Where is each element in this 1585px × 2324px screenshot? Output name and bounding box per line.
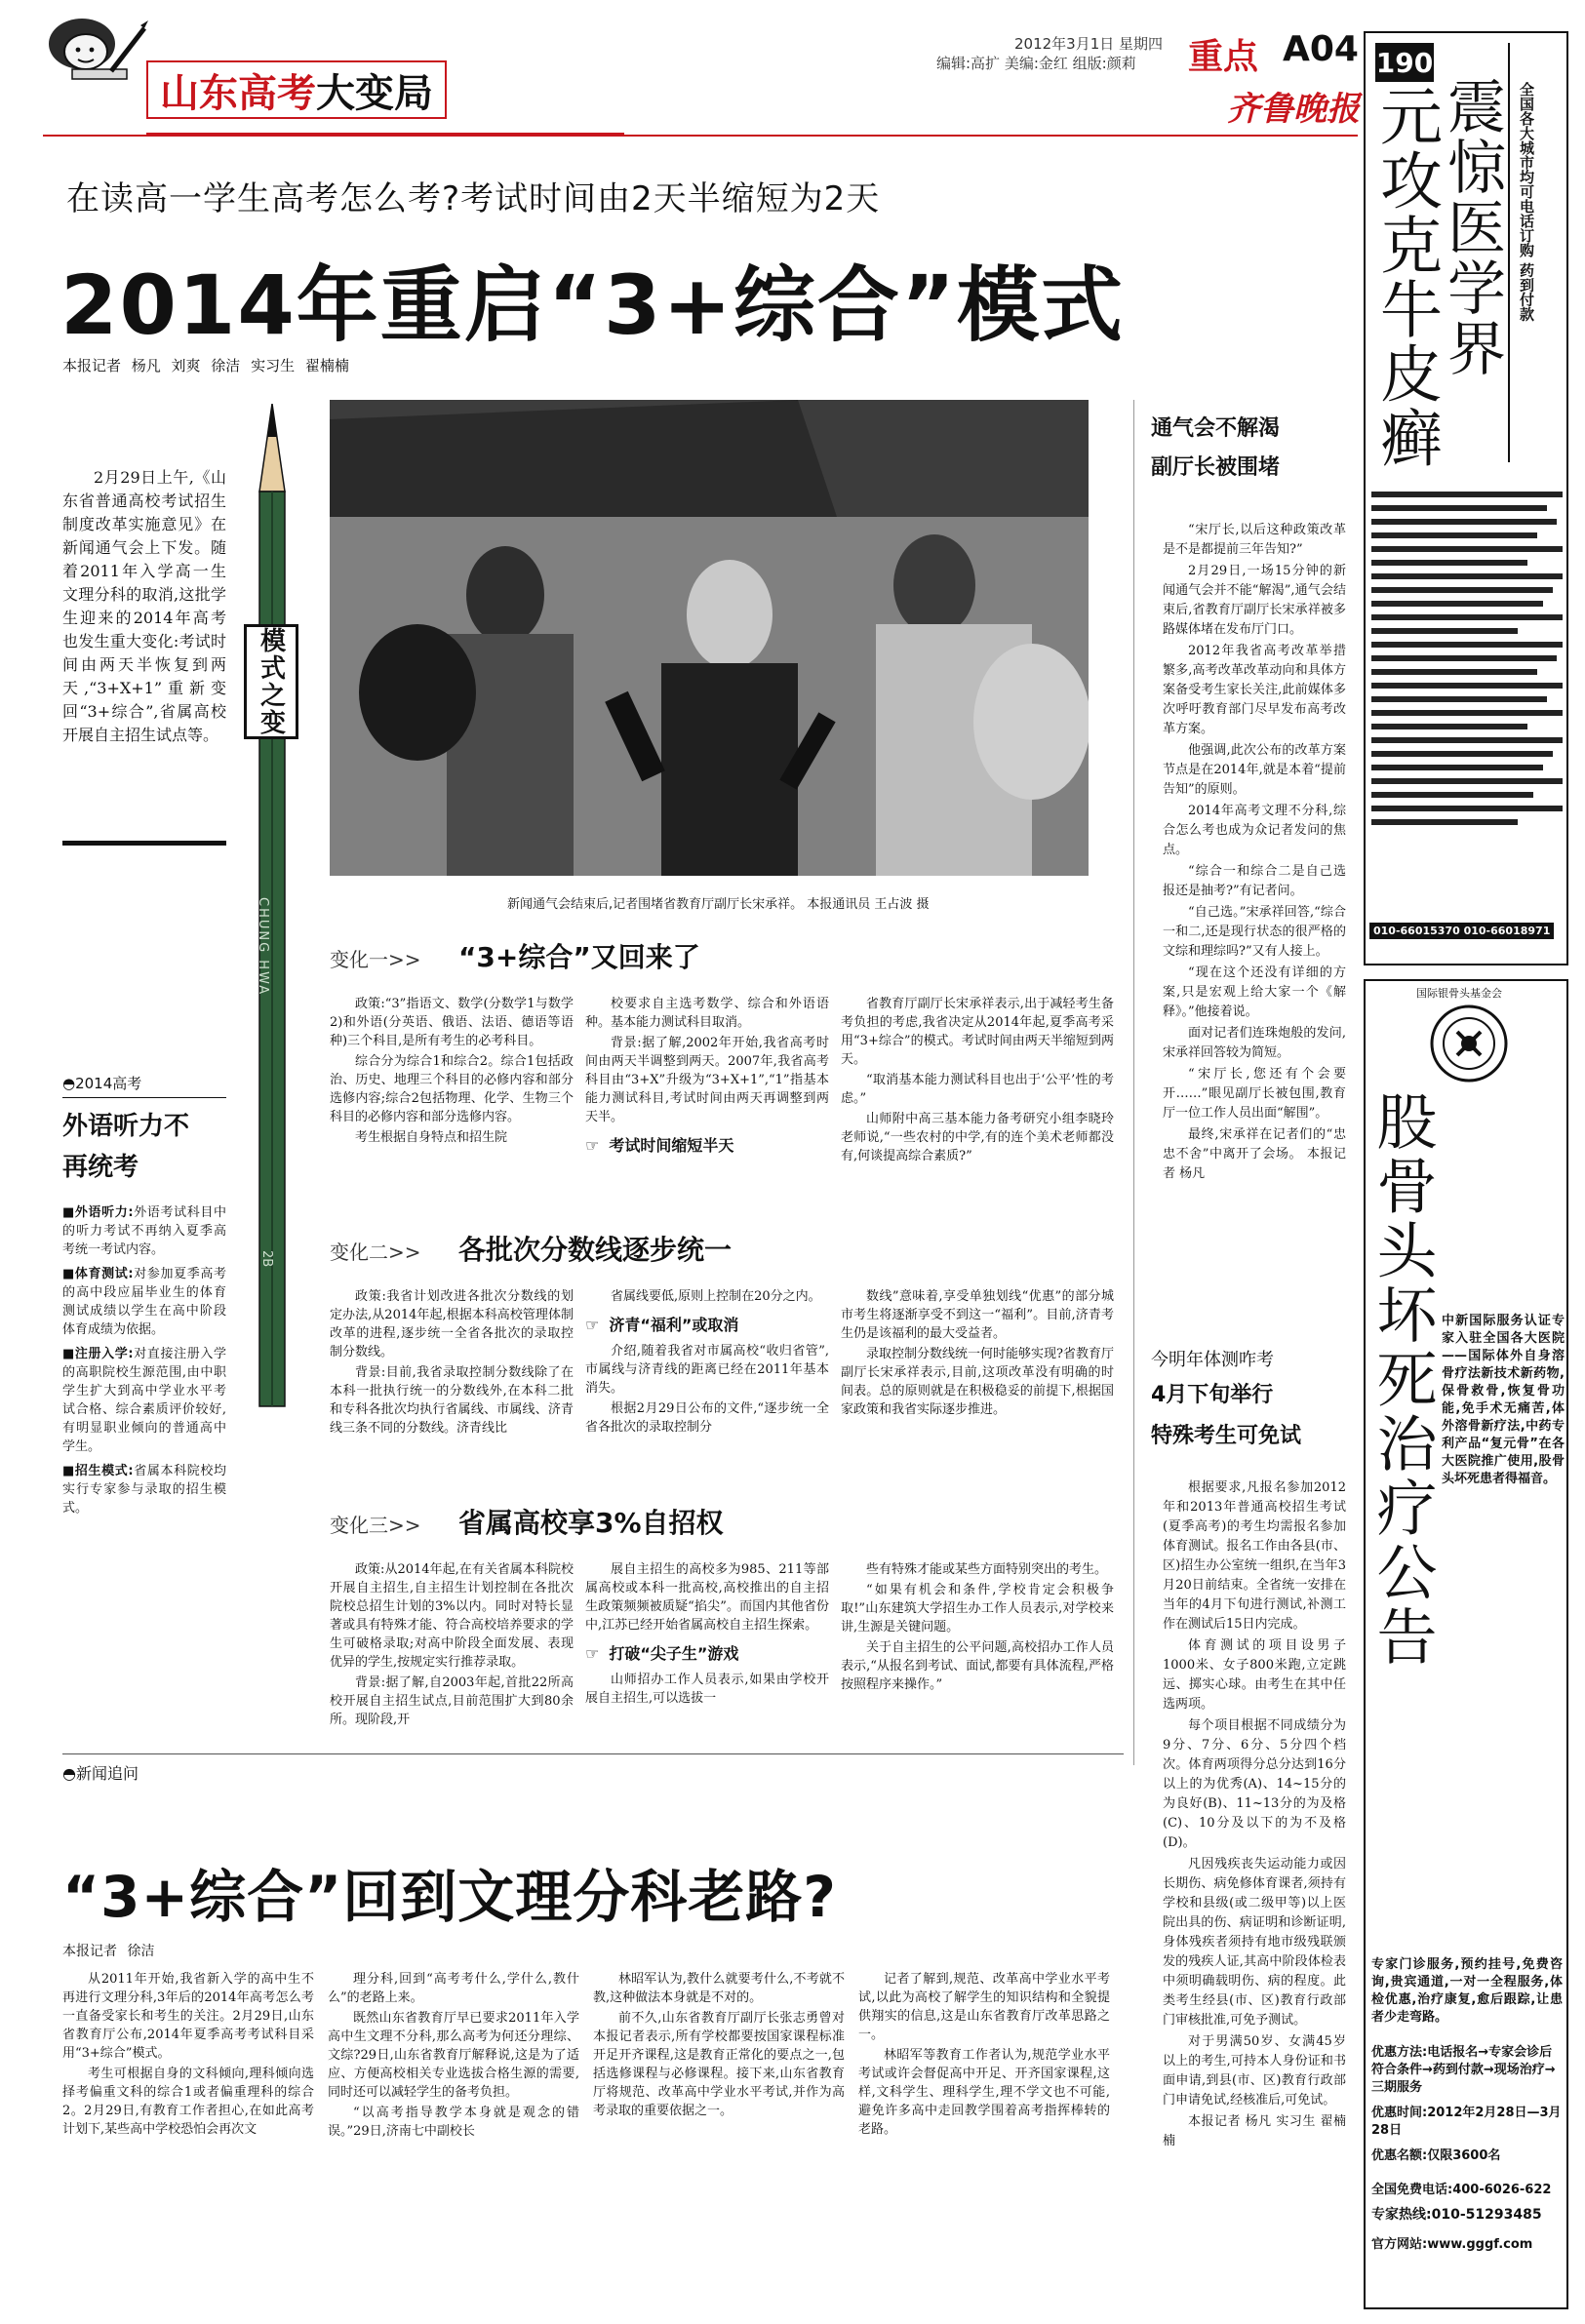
- change-subhead: [585, 1136, 829, 1155]
- ad2-quota: 优惠名额:仅限3600名: [1371, 2148, 1501, 2163]
- paragraph: “宋厅长,您还有个会要开……”眼见副厅长被包围,教育厅一位工作人员出面“解围”。: [1163, 1067, 1346, 1121]
- ad2-method: 优惠方法:电话报名→专家会诊后符合条件→药到付款→现场治疗→三期服务: [1371, 2045, 1556, 2095]
- ad2-logo-icon: [1428, 1003, 1510, 1084]
- paragraph: 背景:据了解,2002年开始,我省高考时间由两天半调整到两天。2007年,我省高考科目由“3+X”升级为“3+X+1”,“1”指基本能力测试科目,考试时间由两天再调整到两天半。: [585, 1036, 829, 1124]
- paragraph: “以高考指导教学本身就是观念的错误。”29日,济南七中副校长: [328, 2106, 579, 2139]
- photo-caption: 新闻通气会结束后,记者围堵省教育厅副厅长宋承祥。 本报通讯员 王占波 摄: [507, 897, 930, 912]
- change-title: “3+综合”又回来了: [458, 941, 700, 973]
- paragraph: 考生可根据自身的文科倾向,理科倾向选择考偏重文科的综合1或者偏重理科的综合2。2月29日,有教育工作者担心,在如此高考计划下,某些高中学校恐怕会再次文: [62, 2067, 314, 2137]
- side-left-item-text: 省属本科院校均实行专家参与录取的招生模式。: [62, 1464, 226, 1516]
- change-tag: 变化二>>: [330, 1241, 421, 1264]
- pointing-hand-icon: ☞: [585, 1136, 600, 1155]
- ad1-title: 元攻克牛皮癣: [1369, 84, 1442, 470]
- paragraph: 关于自主招生的公平问题,高校招办工作人员表示,“从报名到考试、面试,都要有具体流程,严格按照程序来操作。”: [841, 1640, 1114, 1692]
- header-page-key: 重点: [1188, 37, 1259, 77]
- paragraph: 面对记者们连珠炮般的发问,宋承祥回答较为简短。: [1163, 1026, 1346, 1060]
- news-photo: [330, 400, 1089, 876]
- side-right-2-kicker: 今明年体测咋考: [1151, 1350, 1274, 1370]
- paragraph: “取消基本能力测试科目也出于‘公平’性的考虑。”: [841, 1073, 1114, 1106]
- side-right-1-title-1: 通气会不解渴: [1151, 416, 1281, 441]
- paragraph: 录取控制分数线统一何时能够实现?省教育厅副厅长宋承祥表示,目前,这项改革没有明确的时间表。总的原则就是在积极稳妥的前提下,根据国家政策和我省实际逐步推进。: [841, 1347, 1114, 1417]
- paragraph: 前不久,山东省教育厅副厅长张志勇曾对本报记者表示,所有学校都要按国家课程标准开足开齐课程,这是教育正常化的要点之一,包括选修课程与必修课程。接下来,山东省教育厅将规范、改革高中学业水平考试,并作为高考录取的重要依据之一。: [593, 2011, 845, 2118]
- paragraph: 校要求自主选考数学、综合和外语语种。基本能力测试科目取消。: [585, 997, 829, 1030]
- paragraph: 根据2月29日公布的文件,“逐步统一全省各批次的录取控制分: [585, 1401, 829, 1435]
- header-title-bar: [146, 55, 624, 135]
- follow-tag-text: 新闻追问: [75, 1764, 139, 1783]
- change-subhead-text: 济青“福利”或取消: [609, 1316, 739, 1334]
- side-left: [62, 1073, 226, 1516]
- change-tag: 变化三>>: [330, 1514, 421, 1537]
- ad-femoral-head: [1364, 979, 1568, 2309]
- change-title: 省属高校享3%自招权: [458, 1507, 724, 1539]
- change-col-1: [330, 995, 574, 1229]
- paragraph: 2012年我省高考改革举措繁多,高考改革改革动向和具体方案备受考生家长关注,此前媒体多次呼吁教育部门尽早发布高考改革方案。: [1163, 644, 1346, 736]
- paragraph: 他强调,此次公布的改革方案节点是在2014年,就是本着“提前告知”的原则。: [1163, 743, 1346, 797]
- paragraph: 考生根据自身特点和招生院: [355, 1130, 508, 1145]
- side-right-2-body: [1151, 1478, 1346, 2151]
- lead-intro-rule: [62, 841, 226, 846]
- paragraph: 省教育厅副厅长宋承祥表示,出于减轻考生备考负担的考虑,我省决定从2014年起,夏季高考采用“3+综合”的模式。考试时间由两天半缩短到两天。: [841, 997, 1114, 1067]
- lead-byline: 本报记者 杨凡 刘爽 徐洁 实习生 翟楠楠: [62, 357, 349, 374]
- header-date: 2012年3月1日 星期四: [1014, 35, 1164, 53]
- header-paper-name: 齐鲁晚报: [1227, 90, 1360, 129]
- paragraph: 展自主招生的高校多为985、211等部属高校或本科一批高校,高校推出的自主招生政策频频被质疑“掐尖”。而国内其他省份中,江苏已经开始省属高校自主招生探索。: [585, 1562, 829, 1633]
- ad1-phone: 010-66015370 010-66018971: [1369, 923, 1554, 939]
- ad1-side-note: 全国各大城市均可电话订购 药到付款: [1518, 82, 1535, 322]
- circle-bullet-icon: ◓: [62, 1764, 76, 1783]
- paragraph: 每个项目根据不同成绩分为9分、7分、6分、5分四个档次。体育两项得分总分达到16分以上的为优秀(A)、14~15分的为良好(B)、11~13分的为及格(C)、10分及以下的为不及格(D)。: [1163, 1718, 1346, 1850]
- paragraph: “现在这个还没有详细的方案,只是宏观上给大家一个《解释》。”他接着说。: [1163, 965, 1346, 1019]
- pencil-label-box: [244, 624, 298, 739]
- change-title: 各批次分数线逐步统一: [458, 1234, 733, 1266]
- side-left-tag-text: 2014高考: [75, 1075, 142, 1092]
- paragraph: 数线”意味着,享受单独划线“优惠”的部分城市考生将逐渐享受不到这一“福利”。目前,济青考生仍是该福利的最大受益者。: [841, 1289, 1114, 1341]
- change-col-3: [841, 1287, 1114, 1492]
- paragraph: “综合一和综合二是自己选报还是抽考?”有记者问。: [1163, 864, 1346, 898]
- paragraph: “如果有机会和条件,学校肯定会积极争取!”山东建筑大学招生办工作人员表示,对学校来讲,生源是关键问题。: [841, 1583, 1114, 1635]
- paragraph: “宋厅长,以后这种政策改革是不是都提前三年告知?”: [1163, 523, 1346, 557]
- paragraph: 最终,宋承祥在记者们的“忠忠不舍”中离开了会场。 本报记者 杨凡: [1163, 1127, 1346, 1181]
- side-right-1: [1151, 410, 1346, 1307]
- side-left-title: 外语听力不再统考: [62, 1112, 190, 1182]
- header-page-number: A04: [1283, 29, 1359, 69]
- paragraph: 记者了解到,规范、改革高中学业水平考试,以此为高校了解学生的知识结构和全貌提供翔实的信息,这是山东省教育厅改革思路之一。: [858, 1972, 1110, 2042]
- change-subhead: [585, 1644, 829, 1663]
- side-left-item-label: ■招生模式:: [62, 1464, 134, 1478]
- side-right-2-title-1: 4月下旬举行: [1151, 1383, 1274, 1407]
- paragraph: 2014年高考文理不分科,综合怎么考也成为众记者发问的焦点。: [1163, 804, 1346, 857]
- change-tag: 变化一>>: [330, 948, 421, 971]
- header-rule: [43, 135, 1358, 137]
- change-col-2: [585, 1287, 829, 1492]
- header-editors: 编辑:高扩 美编:金红 组版:颜莉: [936, 55, 1136, 72]
- ad1-vertical-rule: [1508, 43, 1510, 462]
- paragraph: 综合分为综合1和综合2。综合1包括政治、历史、地理三个科目的必修内容和部分选修内容;综合2包括物理、化学、生物三个科目的必修内容和部分选修内容。: [330, 1054, 574, 1124]
- side-right-2: [1151, 1346, 1346, 2224]
- paragraph: 2月29日,一场15分钟的新闻通气会并不能“解渴”,通气会结束后,省教育厅副厅长宋承祥被多路媒体堵在发布厅门口。: [1163, 564, 1346, 637]
- paragraph: 林昭军等教育工作者认为,规范学业水平考试或许会督促高中开足、开齐国家课程,这样,文科学生、理科学生,理不学文也不可能,避免许多高中走回教学围着高考指挥棒转的老路。: [858, 2048, 1110, 2137]
- ad2-website: 官方网站:www.gggf.com: [1371, 2237, 1533, 2252]
- lead-kicker: 在读高一学生高考怎么考?考试时间由2天半缩短为2天: [66, 179, 881, 218]
- vertical-label: 模式之变: [256, 627, 286, 736]
- change-col-3: [841, 995, 1114, 1229]
- paragraph: 根据要求,凡报名参加2012年和2013年普通高校招生考试(夏季高考)的考生均需报名参加体育测试。报名工作由各县(市、区)招生办公室统一组织,在当年3月20日前结束。全省统一安排在当年的4月下旬进行测试,补测工作在测试后15日内完成。: [1163, 1480, 1346, 1632]
- ad-psoriasis: [1364, 31, 1568, 965]
- paragraph: 山师附中高三基本能力备考研究小组李晓玲老师说,“一些农村的中学,有的连个美术老师都没有,何谈提高综合素质?”: [841, 1112, 1114, 1163]
- follow-col-3: [593, 1970, 845, 2292]
- right-col-divider: [1133, 400, 1134, 1765]
- change-subhead-text: 考试时间缩短半天: [609, 1136, 734, 1155]
- side-left-item: [62, 1203, 226, 1259]
- paragraph: 对于男满50岁、女满45岁以上的考生,可持本人身份证和书面申请,到县(市、区)教育行政部门申请免试,经核准后,可免试。: [1163, 2034, 1346, 2107]
- side-left-tag: [62, 1073, 226, 1098]
- paragraph: 既然山东省教育厅早已要求2011年入学高中生文理不分科,那么高考为何还分理综、文综?29日,山东省教育厅解释说,这是为了适应、方便高校相关专业选拔合格生源的需要,同时还可以减轻学生的备考负担。: [328, 2011, 579, 2100]
- side-left-item-text: 对参加夏季高考的高中段应届毕业生的体育测试成绩以学生在高中阶段体育成绩为依据。: [62, 1267, 226, 1337]
- change-col-2: [585, 995, 829, 1229]
- pencil-text: CHUNG HWA: [256, 897, 270, 997]
- header-title-box: [146, 60, 447, 119]
- ad1-price: 190: [1375, 46, 1434, 79]
- ad2-org: 国际银骨头基金会: [1416, 987, 1502, 1000]
- paragraph: 背景:据了解,自2003年起,首批22所高校开展自主招生试点,目前范围扩大到80余所。现阶段,开: [330, 1675, 574, 1727]
- circle-bullet-icon: ◓: [62, 1075, 76, 1092]
- ad2-deadline: 优惠时间:2012年2月28日—3月28日: [1371, 2106, 1562, 2138]
- ad2-title: 股骨头坏死治疗公告: [1367, 1090, 1438, 1670]
- paragraph: 理分科,回到“高考考什么,学什么,教什么”的老路上来。: [328, 1972, 579, 2005]
- header-section-label: 山东高考: [160, 70, 316, 116]
- header-section-label-2: 大变局: [316, 70, 433, 116]
- paragraph: 山师招办工作人员表示,如果由学校开展自主招生,可以选拔一: [585, 1673, 829, 1706]
- pointing-hand-icon: ☞: [585, 1316, 600, 1334]
- follow-col-1: [62, 1970, 314, 2292]
- paragraph: 林昭军认为,教什么就要考什么,不考就不教,这种做法本身就是不对的。: [593, 1972, 845, 2005]
- paragraph: 省属线要低,原则上控制在20分之内。: [611, 1289, 821, 1304]
- side-left-item-label: ■外语听力:: [62, 1205, 134, 1220]
- paragraph: 政策:从2014年起,在有关省属本科院校开展自主招生,自主招生计划控制在各批次院校总招生计划的3%以内。同时对特长显著或具有特殊才能、符合高校培养要求的学生可破格录取;对高中阶段全面发展、表现优异的学生,按规定实行推荐录取。: [330, 1562, 574, 1670]
- side-left-item-label: ■注册入学:: [62, 1347, 134, 1361]
- side-left-item-text: 对直接注册入学的高职院校生源范围,由中职学生扩大到高中学业水平考试合格、综合素质评价较好,有明显职业倾向的普通高中学生。: [62, 1347, 226, 1454]
- paragraph: 政策:“3”指语文、数学(分数学1与数学2)和外语(分英语、俄语、法语、德语等语种)三个科目,是所有考生的必考科目。: [330, 997, 574, 1048]
- side-left-item: [62, 1265, 226, 1339]
- lead-intro-text: 2月29日上午,《山东省普通高校考试招生制度改革实施意见》在新闻通气会上下发。随着2011年入学高一生文理分科的取消,这批学生迎来的2014年高考也发生重大变化:考试时间由两天半恢复到两天,“3+X+1”重新变回“3+综合”,省属高校开展自主招生试点等。: [62, 468, 226, 744]
- ad2-hotline: 全国免费电话:400-6026-622: [1371, 2183, 1552, 2197]
- ad2-promo: 中新国际服务认证专家入驻全国各大医院——国际体外自身溶骨疗法新技术新药物,保骨救骨,恢复骨功能,免手术无痛苦,体外溶骨新疗法,中药专利产品“复元骨”在各大医院推广使用,股骨头坏死患者得福音。: [1442, 1314, 1565, 1486]
- ad2-expert-line: 专家热线:010-51293485: [1371, 2207, 1542, 2223]
- follow-byline: 本报记者 徐洁: [62, 1944, 155, 1959]
- paragraph: 从2011年开始,我省新入学的高中生不再进行文理分科,3年后的2014年高考怎么考一直备受家长和考生的关注。2月29日,山东省教育厅公布,2014年夏季高考考试科目采用“3+综合”模式。: [62, 1972, 314, 2061]
- follow-tag: [62, 1761, 139, 1784]
- side-right-2-title-2: 特殊考生可免试: [1151, 1424, 1302, 1448]
- side-left-item: [62, 1462, 226, 1517]
- change-col-1: [330, 1287, 574, 1492]
- change-subhead: [585, 1316, 829, 1334]
- ad1-subtitle: 震惊医学界: [1438, 76, 1506, 378]
- paragraph: 政策:我省计划改进各批次分数线的划定办法,从2014年起,根据本科高校管理体制改革的进程,逐步统一全省各批次的录取控制分数线。: [330, 1289, 574, 1359]
- side-left-item-label: ■体育测试:: [62, 1267, 134, 1281]
- side-left-item: [62, 1345, 226, 1456]
- pencil-grade: 2B: [259, 1250, 274, 1268]
- change-subhead-text: 打破“尖子生”游戏: [609, 1644, 739, 1663]
- paragraph: 体育测试的项目设男子1000米、女子800米跑,立定跳远、掷实心球。由考生在其中任选两项。: [1163, 1638, 1346, 1712]
- follow-headline: “3+综合”回到文理分科老路?: [62, 1864, 837, 1930]
- side-left-list: [62, 1203, 226, 1517]
- side-left-item-text: 外语考试科目中的听力考试不再纳入夏季高考统一考试内容。: [62, 1205, 226, 1257]
- change-col-3: [841, 1560, 1114, 1775]
- ad1-price-badge: [1375, 43, 1434, 82]
- change-col-1: [330, 1560, 574, 1775]
- change-col-2: [585, 1560, 829, 1775]
- paragraph: 些有特殊才能或某些方面特别突出的考生。: [866, 1562, 1108, 1577]
- paragraph: “自己选。”宋承祥回答,“综合一和二,还是现行状态的很严格的文综和理综吗?”又有人接上。: [1163, 905, 1346, 959]
- lead-intro: [62, 466, 226, 837]
- ad1-body-block: [1371, 492, 1563, 911]
- side-right-1-body: [1151, 521, 1346, 1184]
- header-cartoon: [43, 15, 150, 81]
- lead-headline: 2014年重启“3+综合”模式: [60, 257, 1126, 353]
- pointing-hand-icon: ☞: [585, 1644, 600, 1663]
- follow-col-2: [328, 1970, 579, 2292]
- paragraph: 本报记者 杨凡 实习生 翟楠楠: [1163, 2114, 1346, 2148]
- paragraph: 介绍,随着我省对市属高校“收归省管”,市属线与济青线的距离已经在2011年基本消失。: [585, 1344, 829, 1396]
- follow-col-4: [858, 1970, 1110, 2292]
- ad2-promo-2: 专家门诊服务,预约挂号,免费咨询,贵宾通道,一对一全程服务,体检优惠,治疗康复,愈后跟踪,让患者少走弯路。: [1371, 1957, 1563, 2025]
- side-right-1-title-2: 副厅长被围堵: [1151, 455, 1281, 480]
- follow-rule: [62, 1753, 1124, 1754]
- paragraph: 凡因残疾丧失运动能力或因长期伤、病免修体育课者,须持有学校和县级(或二级甲等)以上医院出具的伤、病证明和诊断证明,身体残疾者须持有地市级残联颁发的残疾人证,其高中阶段体检表中须明确载明伤、病的程度。此类考生经县(市、区)教育行政部门审核批准,可免予测试。: [1163, 1857, 1346, 2028]
- paragraph: 背景:目前,我省录取控制分数线除了在本科一批执行统一的分数线外,在本科二批和专科各批次均执行省属线、市属线、济青线三条不同的分数线。济青线比: [330, 1365, 574, 1436]
